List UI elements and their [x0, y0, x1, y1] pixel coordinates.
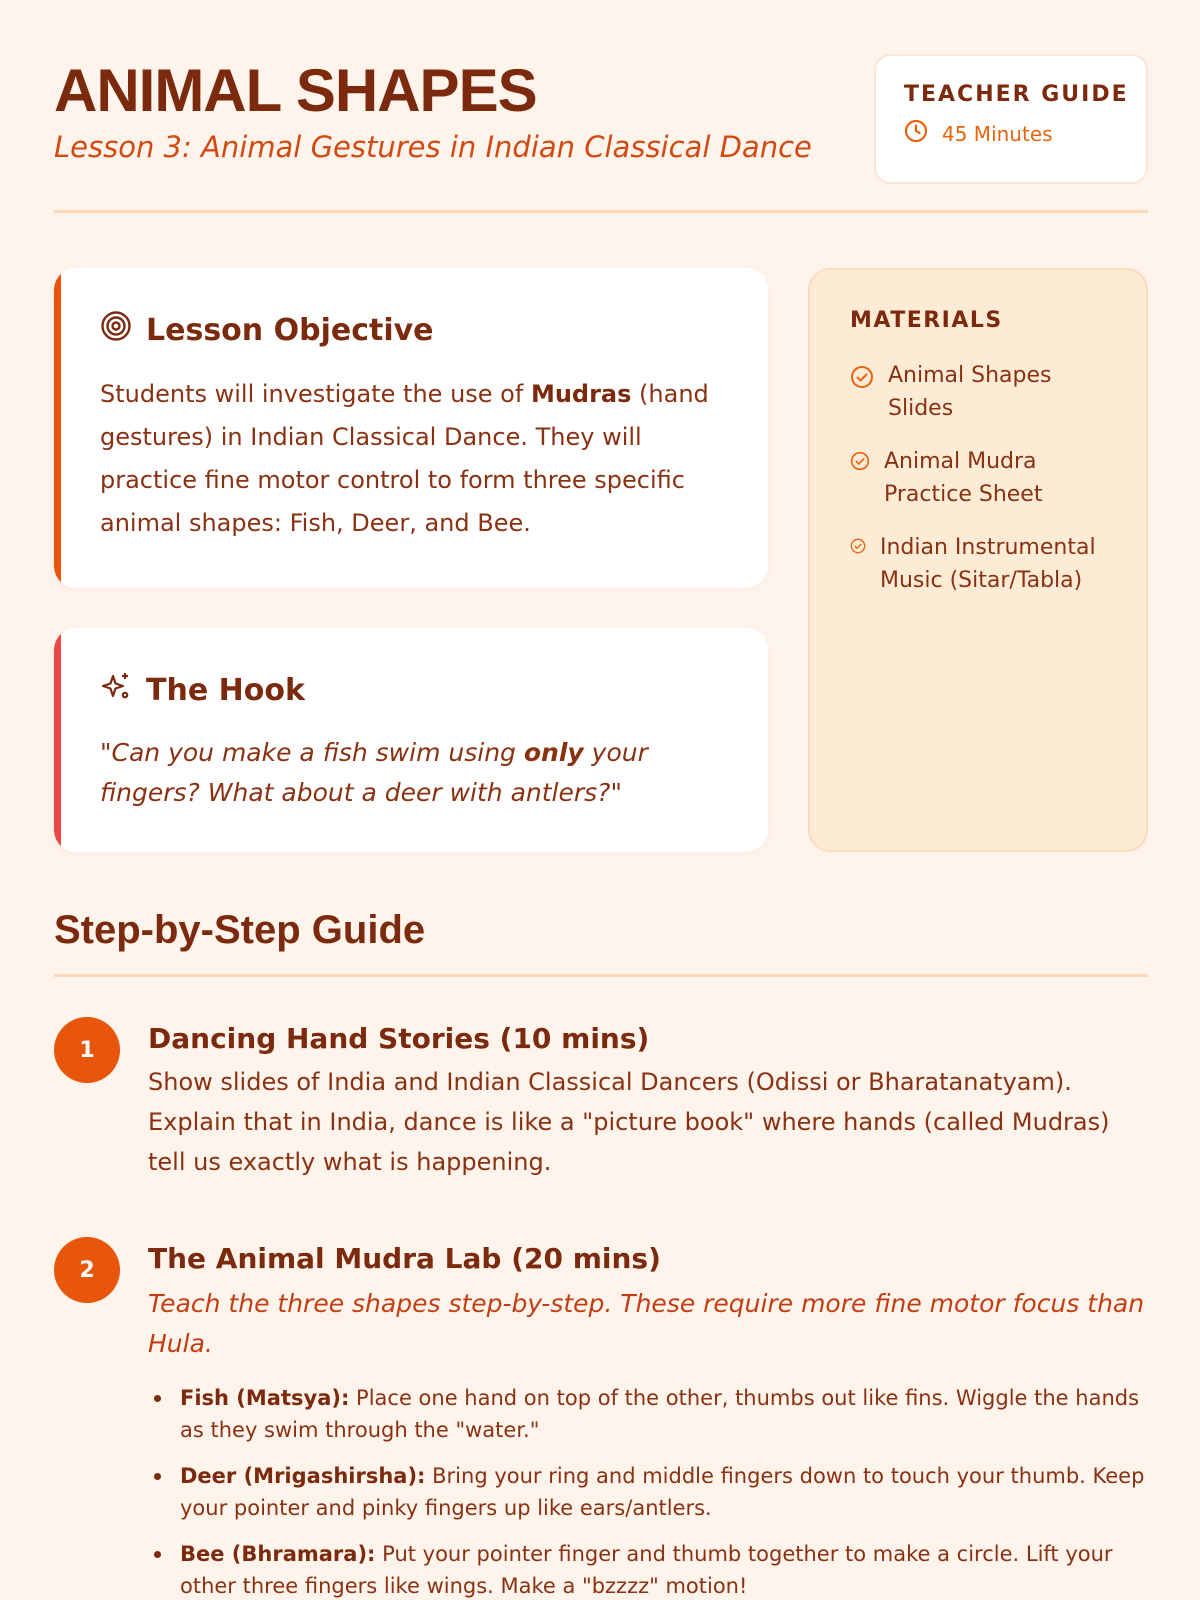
check-circle-icon	[850, 445, 884, 481]
material-item	[850, 531, 1100, 597]
mudra-instructions: Put your pointer finger and thumb together to make a circle. Lift your other three fingers like wings. Make a "bzzzz" motion!	[180, 1542, 1113, 1598]
hook-accent-stripe	[54, 628, 61, 852]
materials-title: MATERIALS	[850, 308, 1003, 333]
materials-panel	[808, 268, 1148, 852]
lesson-page	[54, 0, 1148, 1600]
objective-heading-text: Lesson Objective	[146, 312, 434, 348]
step-title: The Animal Mudra Lab (20 mins)	[148, 1242, 661, 1275]
objective-card	[54, 268, 768, 588]
duration-row	[904, 119, 1146, 148]
guide-title: Step-by-Step Guide	[54, 908, 426, 952]
objective-text-part: Students will investigate the use of	[100, 380, 531, 408]
page-title: ANIMAL SHAPES	[54, 57, 537, 124]
step-intro: Teach the three shapes step-by-step. These require more fine motor focus than Hula.	[148, 1289, 1145, 1358]
sparkles-icon	[100, 670, 146, 710]
mudra-instructions: Place one hand on top of the other, thumbs out like fins. Wiggle the hands as they swim through the "water."	[180, 1386, 1140, 1442]
mudra-instructions: Bring your ring and middle fingers down to touch your thumb. Keep your pointer and pinky fingers up like ears/antlers.	[180, 1464, 1145, 1520]
objective-heading	[100, 310, 434, 350]
mudra-name: Fish (Matsya):	[180, 1386, 350, 1410]
check-circle-icon	[850, 359, 888, 399]
check-circle-icon	[850, 531, 880, 564]
material-item-label: Animal Mudra Practice Sheet	[884, 449, 1043, 507]
hook-quote-part: "Can you make a fish swim using	[100, 738, 524, 767]
material-item	[850, 445, 1100, 511]
hook-quote-emphasis: only	[523, 738, 584, 767]
mudra-name: Bee (Bhramara):	[180, 1542, 376, 1566]
objective-text	[100, 373, 710, 545]
objective-text-part: (hand gestures) in Indian Classical Dance. They will practice fine motor control to form three specific animal shapes: Fish, Deer, and Bee.	[100, 380, 709, 537]
list-item	[180, 1382, 1148, 1446]
teacher-guide-label: TEACHER GUIDE	[904, 82, 1129, 107]
hook-quote	[100, 733, 730, 813]
step-title: Dancing Hand Stories (10 mins)	[148, 1022, 650, 1055]
objective-accent-stripe	[54, 268, 61, 588]
step-description: Show slides of India and Indian Classical Dancers (Odissi or Bharatanatyam). Explain that in India, dance is like a "picture book" where hands (called Mudras) tell us exactly what is happening.	[148, 1068, 1110, 1176]
teacher-guide-card	[874, 54, 1148, 184]
duration-text: 45 Minutes	[942, 121, 1053, 146]
target-icon	[100, 310, 146, 350]
step-number-badge: 2	[54, 1237, 120, 1303]
mudras-term: Mudras	[530, 380, 632, 408]
mudra-name: Deer (Mrigashirsha):	[180, 1464, 426, 1488]
material-item-label: Indian Instrumental Music (Sitar/Tabla)	[880, 535, 1096, 593]
hook-quote-part: your fingers? What about a deer with antlers?"	[100, 738, 648, 807]
list-item	[180, 1538, 1148, 1600]
guide-divider	[54, 974, 1148, 977]
material-item	[850, 359, 1100, 425]
material-item-label: Animal Shapes Slides	[888, 363, 1052, 421]
hook-heading-text: The Hook	[146, 672, 305, 708]
hook-heading	[100, 670, 305, 710]
list-item	[180, 1460, 1148, 1524]
step-number-badge: 1	[54, 1017, 120, 1083]
lesson-subtitle: Lesson 3: Animal Gestures in Indian Classical Dance	[54, 130, 812, 164]
mudra-list	[180, 1382, 1148, 1600]
clock-icon	[904, 119, 942, 148]
hook-card	[54, 628, 768, 852]
header-divider	[54, 210, 1148, 213]
